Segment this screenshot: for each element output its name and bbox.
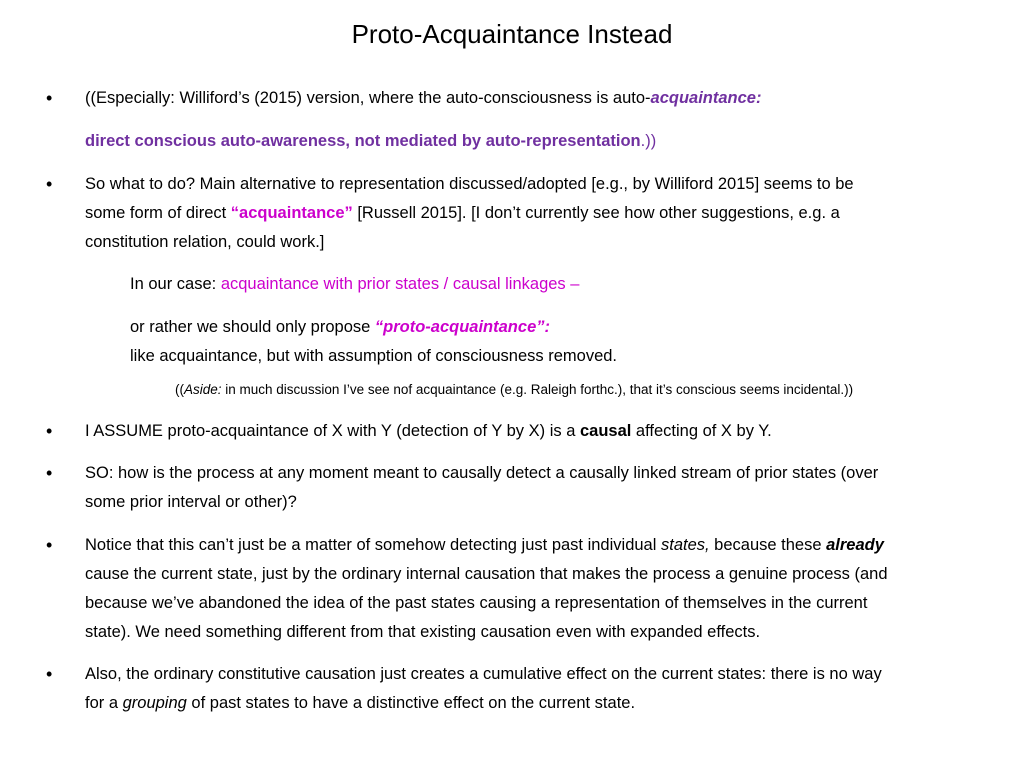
bullet-1-line-1 [85,84,985,113]
bullet-1-line-2 [85,127,985,156]
bullet-5-line-1 [85,531,985,560]
indented-proposal-line-1 [130,313,1024,342]
indented-proposal-line-2: like acquaintance, but with assumption of consciousness removed. [130,347,618,365]
text: some form of direct [85,204,231,222]
already-emphasis: already [826,536,884,554]
states-emphasis: states, [660,536,710,554]
bullet-5-line-4: state). We need something different from that existing causation even with expanded effects. [85,623,761,641]
text: of past states to have a distinctive effect on the current state. [186,694,636,712]
bullet-2-line-2 [85,199,985,228]
proto-acquaintance-term: “proto-acquaintance”: [374,318,550,336]
bullet-marker: • [46,463,53,483]
bullet-marker: • [46,421,53,441]
text: .)) [640,132,657,150]
text: for a [85,694,123,712]
case-highlight: acquaintance with prior states / causal linkages – [220,275,580,293]
bullet-marker: • [46,174,53,194]
bullet-4-line-2: some prior interval or other)? [85,493,297,511]
text: In our case: [130,275,221,293]
indented-case-line [130,270,1024,299]
grouping-emphasis: grouping [122,694,187,712]
aside-label: Aside: [184,382,222,397]
bullet-5-line-3: because we’ve abandoned the idea of the past states causing a representation of themselves in the current [85,594,868,612]
text: I ASSUME proto-acquaintance of X with Y (detection of Y by X) is a [85,422,580,440]
text: ((Especially: Williford’s (2015) version, where the auto-consciousness is auto- [85,89,651,107]
slide-title: Proto-Acquaintance Instead [351,19,673,49]
bullet-2-line-1: So what to do? Main alternative to representation discussed/adopted [e.g., by Williford 2015] seems to be [85,175,854,193]
causal-emphasis: causal [579,422,632,440]
bullet-marker: • [46,664,53,684]
bullet-2-line-3: constitution relation, could work.] [85,233,325,251]
text: [Russell 2015]. [I don’t currently see how other suggestions, e.g. a [352,204,840,222]
bullet-6-line-1: Also, the ordinary constitutive causation just creates a cumulative effect on the current states: there is no way [85,665,882,683]
aside-note [175,380,1024,400]
text: in much discussion I’ve see nof acquaintance (e.g. Raleigh forthc.), that it’s conscious seems incidental.)) [221,382,854,397]
bullet-4-line-1: SO: how is the process at any moment meant to causally detect a causally linked stream of prior states (over [85,464,879,482]
text: affecting of X by Y. [631,422,772,440]
text: Notice that this can’t just be a matter of somehow detecting just past individual [85,536,661,554]
bullet-6-line-2 [85,689,985,718]
bullet-5-line-2: cause the current state, just by the ordinary internal causation that makes the process a genuine process (and [85,565,888,583]
bullet-marker: • [46,88,53,108]
acquaintance-emphasis: acquaintance [650,89,756,107]
acquaintance-term: “acquaintance” [230,204,353,222]
bullet-3-line-1 [85,417,985,446]
text: because these [709,536,827,554]
bullet-marker: • [46,535,53,555]
text: (( [175,382,184,397]
definition-text: direct conscious auto-awareness, not mediated by auto-representation [85,132,641,150]
text: or rather we should only propose [130,318,375,336]
text: : [756,89,762,107]
